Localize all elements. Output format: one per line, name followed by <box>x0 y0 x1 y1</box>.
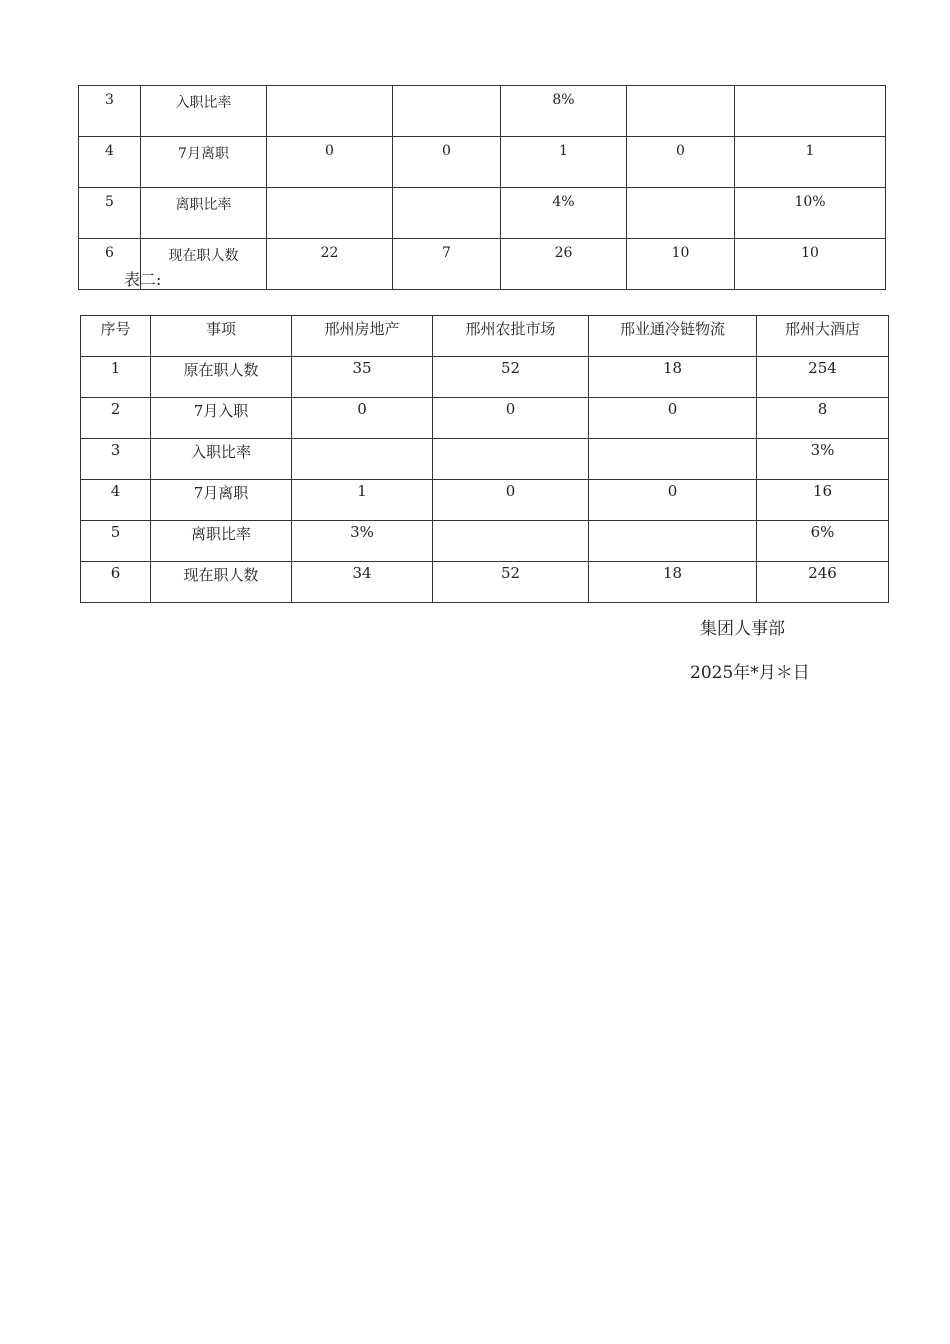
table-cell <box>589 521 757 562</box>
table-cell: 7月入职 <box>151 398 292 439</box>
column-header: 邢州农批市场 <box>433 316 589 357</box>
table-cell: 0 <box>589 480 757 521</box>
table-cell <box>267 188 393 239</box>
table-cell: 34 <box>292 562 433 603</box>
table-cell: 8 <box>757 398 889 439</box>
table-row <box>81 398 889 439</box>
table-row <box>81 480 889 521</box>
table-cell: 26 <box>501 239 627 290</box>
table-cell: 1 <box>735 137 886 188</box>
table-row <box>79 239 886 290</box>
table-cell: 10% <box>735 188 886 239</box>
table-row <box>81 439 889 480</box>
table-cell <box>627 188 735 239</box>
table-cell: 8% <box>501 86 627 137</box>
table2-caption: 表二: <box>124 270 162 289</box>
table-cell: 1 <box>292 480 433 521</box>
table-cell: 4 <box>79 137 141 188</box>
table-cell: 0 <box>589 398 757 439</box>
column-header: 序号 <box>81 316 151 357</box>
column-header: 邢州大酒店 <box>757 316 889 357</box>
table-cell: 现在职人数 <box>151 562 292 603</box>
table-cell: 现在职人数 <box>141 239 267 290</box>
signature-department: 集团人事部 <box>700 619 785 639</box>
table-cell: 6% <box>757 521 889 562</box>
staffing-table-2 <box>80 315 889 603</box>
table-cell: 离职比率 <box>151 521 292 562</box>
table-cell: 0 <box>627 137 735 188</box>
table-cell: 5 <box>79 188 141 239</box>
table-header-row <box>81 316 889 357</box>
table-cell <box>393 188 501 239</box>
table-row <box>79 188 886 239</box>
table-cell: 18 <box>589 562 757 603</box>
table-cell <box>627 86 735 137</box>
column-header: 事项 <box>151 316 292 357</box>
table-cell: 10 <box>627 239 735 290</box>
table-cell: 4 <box>81 480 151 521</box>
table-cell <box>433 521 589 562</box>
table-cell: 1 <box>501 137 627 188</box>
table-row <box>81 521 889 562</box>
signature-date: 2025年*月＊日 <box>690 663 810 683</box>
table-cell: 0 <box>433 398 589 439</box>
column-header: 邢州房地产 <box>292 316 433 357</box>
table-row <box>79 137 886 188</box>
table-cell <box>267 86 393 137</box>
table-cell: 5 <box>81 521 151 562</box>
table-cell: 7月离职 <box>151 480 292 521</box>
table-cell <box>589 439 757 480</box>
table-cell: 7 <box>393 239 501 290</box>
table-cell: 52 <box>433 562 589 603</box>
table-cell: 0 <box>433 480 589 521</box>
table-cell: 入职比率 <box>151 439 292 480</box>
staffing-table-continued <box>78 85 886 290</box>
table-cell: 入职比率 <box>141 86 267 137</box>
table-cell: 7月离职 <box>141 137 267 188</box>
table-cell: 1 <box>81 357 151 398</box>
table-cell: 6 <box>81 562 151 603</box>
table-cell: 4% <box>501 188 627 239</box>
table-cell: 3% <box>292 521 433 562</box>
table-cell <box>393 86 501 137</box>
table-cell: 3 <box>81 439 151 480</box>
table-cell <box>433 439 589 480</box>
table-cell: 0 <box>292 398 433 439</box>
table-cell <box>292 439 433 480</box>
table-row <box>81 357 889 398</box>
table-cell: 原在职人数 <box>151 357 292 398</box>
table-cell: 246 <box>757 562 889 603</box>
table-row <box>81 562 889 603</box>
table-cell: 0 <box>393 137 501 188</box>
table-cell: 18 <box>589 357 757 398</box>
table-cell: 254 <box>757 357 889 398</box>
column-header: 邢业通冷链物流 <box>589 316 757 357</box>
table-cell: 6 <box>79 239 141 290</box>
table-cell: 16 <box>757 480 889 521</box>
table-cell: 35 <box>292 357 433 398</box>
table-row <box>79 86 886 137</box>
table-cell: 0 <box>267 137 393 188</box>
table-cell: 离职比率 <box>141 188 267 239</box>
table-cell <box>735 86 886 137</box>
table-cell: 2 <box>81 398 151 439</box>
table-cell: 52 <box>433 357 589 398</box>
table-cell: 10 <box>735 239 886 290</box>
table-cell: 3% <box>757 439 889 480</box>
table-cell: 3 <box>79 86 141 137</box>
table-cell: 22 <box>267 239 393 290</box>
